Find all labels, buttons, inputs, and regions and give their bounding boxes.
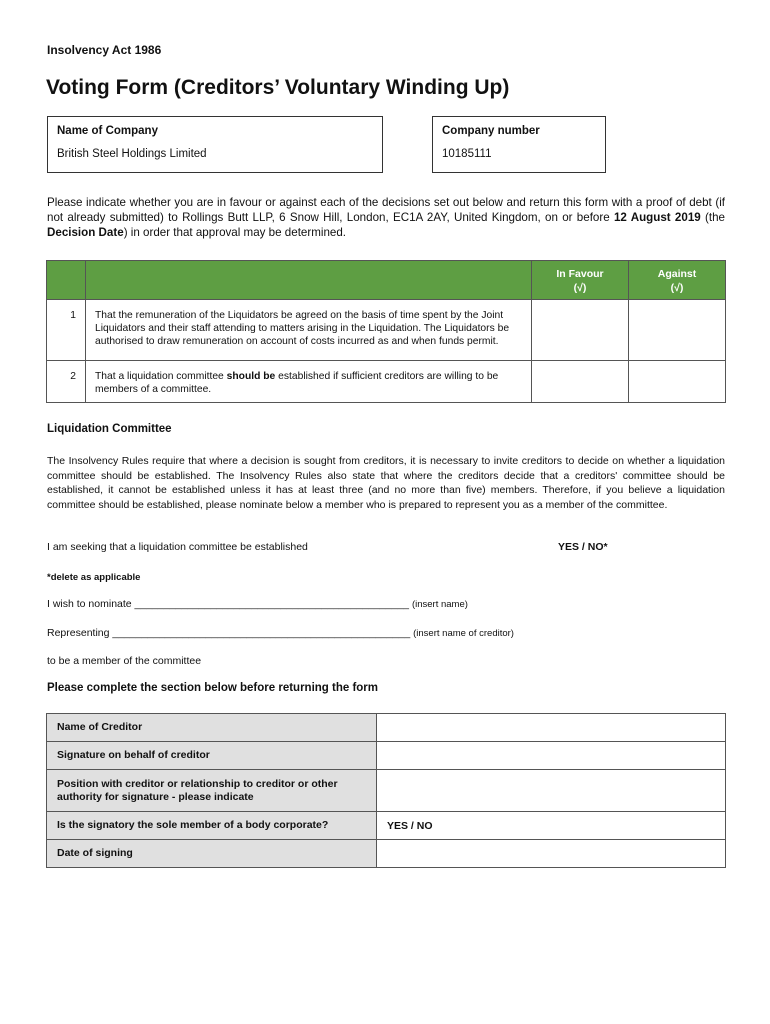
- sole-member-yes-no[interactable]: YES / NO: [377, 812, 726, 840]
- header-blank-text: [86, 261, 532, 300]
- decision-text-pre: That a liquidation committee: [95, 371, 227, 382]
- decision-2-favour-cell[interactable]: [532, 361, 629, 403]
- delete-note: *delete as applicable: [47, 572, 141, 583]
- table-row: [47, 840, 726, 868]
- position-field[interactable]: [377, 770, 726, 812]
- creditor-section-heading: Please complete the section below before returning the form: [47, 682, 379, 694]
- committee-yes-no[interactable]: YES / NO*: [558, 541, 608, 553]
- decision-text: That the remuneration of the Liquidators be agreed on the basis of time spent by the Joint Liquidators and their staff attending to matters arising in the Liquidation. The Liquidators be authorised to draw remuneration on account of costs incurred as and when funds permit.: [86, 300, 532, 361]
- company-name-value: British Steel Holdings Limited: [57, 148, 207, 160]
- header-blank-num: [47, 261, 86, 300]
- representing-text: Representing ___________________________________________________: [47, 627, 411, 639]
- decision-date-value: 12 August 2019: [613, 211, 701, 224]
- decision-number: 2: [47, 361, 86, 403]
- company-name-label: Name of Company: [57, 125, 158, 137]
- signature-label: Signature on behalf of creditor: [47, 742, 377, 770]
- intro-text-3: ) in order that approval may be determined.: [123, 226, 347, 239]
- table-row: [47, 300, 726, 361]
- company-number-box: [432, 116, 606, 173]
- act-reference: Insolvency Act 1986: [47, 43, 162, 57]
- decision-1-favour-cell[interactable]: [532, 300, 629, 361]
- decision-2-against-cell[interactable]: [629, 361, 726, 403]
- member-text: to be a member of the committee: [47, 655, 202, 667]
- date-signing-label: Date of signing: [47, 840, 377, 868]
- insert-name-hint: (insert name): [411, 599, 468, 610]
- against-label: Against: [657, 268, 697, 280]
- header-in-favour: [532, 261, 629, 300]
- decisions-header-row: [47, 261, 726, 300]
- representing-line[interactable]: [47, 627, 514, 639]
- decision-number: 1: [47, 300, 86, 361]
- table-row: [47, 770, 726, 812]
- decisions-table: [46, 260, 726, 403]
- committee-heading: Liquidation Committee: [47, 423, 172, 435]
- intro-text-2: (the: [700, 211, 725, 224]
- position-label: Position with creditor or relationship to creditor or other authority for signature - please indicate: [47, 770, 377, 812]
- insert-creditor-hint: (insert name of creditor): [413, 628, 514, 639]
- intro-text-1: Please indicate whether you are in favour or against each of the decisions set out below and return this form with a proof of debt (if not already submitted) to Rollings Butt LLP, 6 Snow Hill, London, EC1A 2AY, United Kingdom, on or before: [47, 196, 725, 224]
- creditor-name-label: Name of Creditor: [47, 714, 377, 742]
- company-name-box: [47, 116, 383, 173]
- table-row: [47, 812, 726, 840]
- nominate-text: I wish to nominate _______________________________________________: [47, 598, 410, 610]
- decision-1-against-cell[interactable]: [629, 300, 726, 361]
- tick-hint-favour: (√): [573, 282, 587, 294]
- creditor-name-field[interactable]: [377, 714, 726, 742]
- header-against: [629, 261, 726, 300]
- table-row: [47, 742, 726, 770]
- company-number-value: 10185111: [442, 148, 492, 160]
- company-number-label: Company number: [442, 125, 540, 137]
- decision-text-post: established if sufficient creditors are willing to be members of a committee.: [95, 371, 499, 395]
- committee-paragraph: The Insolvency Rules require that where a decision is sought from creditors, it is necessary to invite creditors to decide on whether a liquidation committee should be established. The Insolvency Rules also state that where the creditors decide that a creditors' committee should be established, it cannot be established unless it has at least three (and no more than five) members. Therefore, if you believe a liquidation committee should be established, please nominate below a member who is prepared to represent you as a member of the committee.: [47, 455, 725, 511]
- decision-text: [86, 361, 532, 403]
- table-row: [47, 361, 726, 403]
- tick-hint-against: (√): [670, 282, 684, 294]
- decision-date-term: Decision Date: [47, 226, 124, 239]
- in-favour-label: In Favour: [556, 268, 604, 280]
- signature-field[interactable]: [377, 742, 726, 770]
- nominate-line[interactable]: [47, 598, 468, 610]
- seeking-committee-text: I am seeking that a liquidation committee be established: [47, 541, 308, 553]
- date-signing-field[interactable]: [377, 840, 726, 868]
- page-title: Voting Form (Creditors’ Voluntary Winding Up): [46, 76, 510, 99]
- table-row: [47, 714, 726, 742]
- sole-member-label: Is the signatory the sole member of a body corporate?: [47, 812, 377, 840]
- decision-text-bold: should be: [226, 371, 276, 382]
- creditor-table: [46, 713, 726, 868]
- intro-paragraph: [47, 195, 725, 240]
